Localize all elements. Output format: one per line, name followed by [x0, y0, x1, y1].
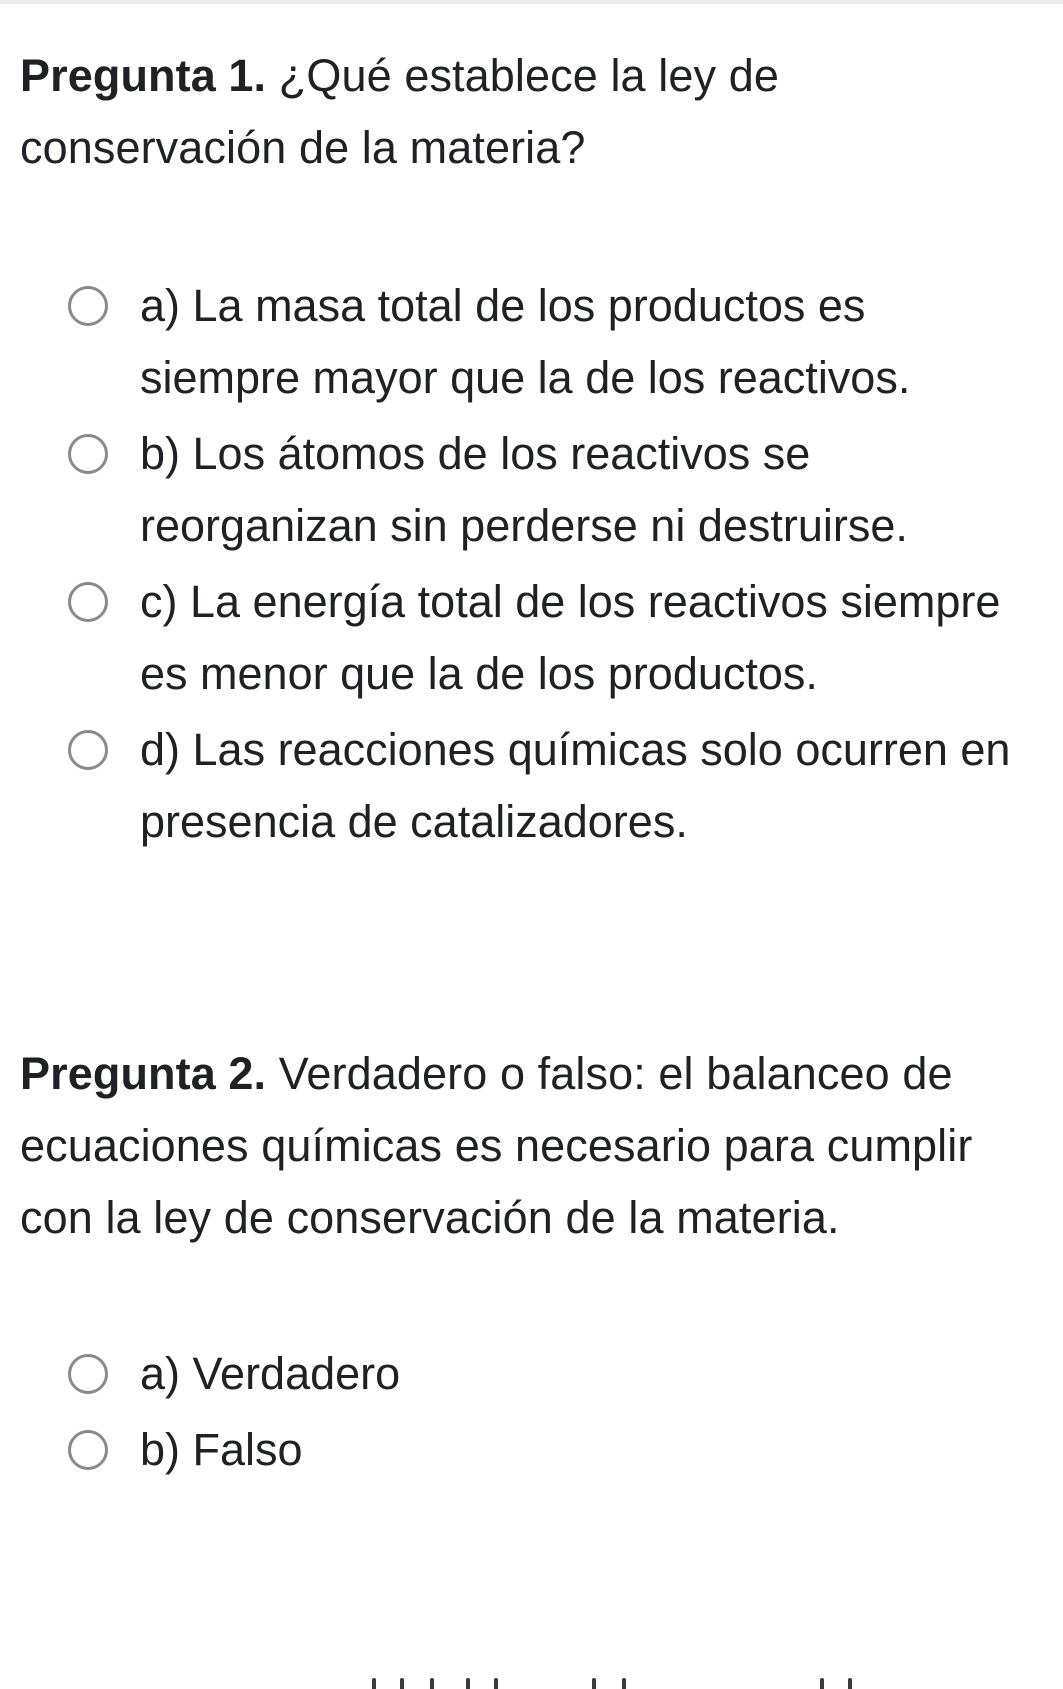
- question-1-prompt: ¿Qué establece la ley de conservación de la materia?: [20, 50, 779, 173]
- question-2-label: Pregunta 2.: [20, 1048, 267, 1099]
- question-2-options: [20, 1338, 1020, 1486]
- option-label: b) Los átomos de los reactivos se reorganizan sin perderse ni destruirse.: [140, 428, 908, 551]
- text-fragment-mark: [592, 1678, 596, 1689]
- question-2-prompt: Verdadero o falso: el balanceo de ecuaciones químicas es necesario para cumplir con la ley de conservación de la materia.: [20, 1048, 973, 1243]
- radio-unselected-icon[interactable]: [68, 434, 108, 474]
- question-1-option-a[interactable]: [20, 270, 1020, 414]
- question-1-label: Pregunta 1.: [20, 50, 267, 101]
- text-fragment-mark: [622, 1678, 626, 1689]
- text-fragment-mark: [372, 1678, 376, 1689]
- question-1: [20, 40, 1020, 862]
- question-1-option-b[interactable]: [20, 418, 1020, 562]
- option-label: b) Falso: [140, 1424, 303, 1475]
- text-fragment-mark: [466, 1678, 470, 1689]
- option-label: c) La energía total de los reactivos siempre es menor que la de los productos.: [140, 576, 1001, 699]
- question-2-option-a[interactable]: [20, 1338, 1020, 1410]
- text-fragment-mark: [494, 1678, 498, 1689]
- question-2-option-b[interactable]: [20, 1414, 1020, 1486]
- radio-unselected-icon[interactable]: [68, 286, 108, 326]
- top-divider: [0, 0, 1063, 4]
- question-1-options: [20, 270, 1020, 858]
- question-2: [20, 1038, 1020, 1490]
- question-1-option-c[interactable]: [20, 566, 1020, 710]
- cut-off-text-fragment: [0, 1670, 1063, 1689]
- option-label: d) Las reacciones químicas solo ocurren en presencia de catalizadores.: [140, 724, 1011, 847]
- text-fragment-mark: [820, 1678, 824, 1689]
- question-1-text: [20, 40, 1020, 184]
- radio-unselected-icon[interactable]: [68, 582, 108, 622]
- radio-unselected-icon[interactable]: [68, 730, 108, 770]
- text-fragment-mark: [848, 1678, 852, 1689]
- radio-unselected-icon[interactable]: [68, 1354, 108, 1394]
- option-label: a) Verdadero: [140, 1348, 401, 1399]
- text-fragment-mark: [430, 1678, 434, 1689]
- question-1-option-d[interactable]: [20, 714, 1020, 858]
- text-fragment-mark: [400, 1678, 404, 1689]
- question-2-text: [20, 1038, 1020, 1254]
- option-label: a) La masa total de los productos es siempre mayor que la de los reactivos.: [140, 280, 911, 403]
- radio-unselected-icon[interactable]: [68, 1430, 108, 1470]
